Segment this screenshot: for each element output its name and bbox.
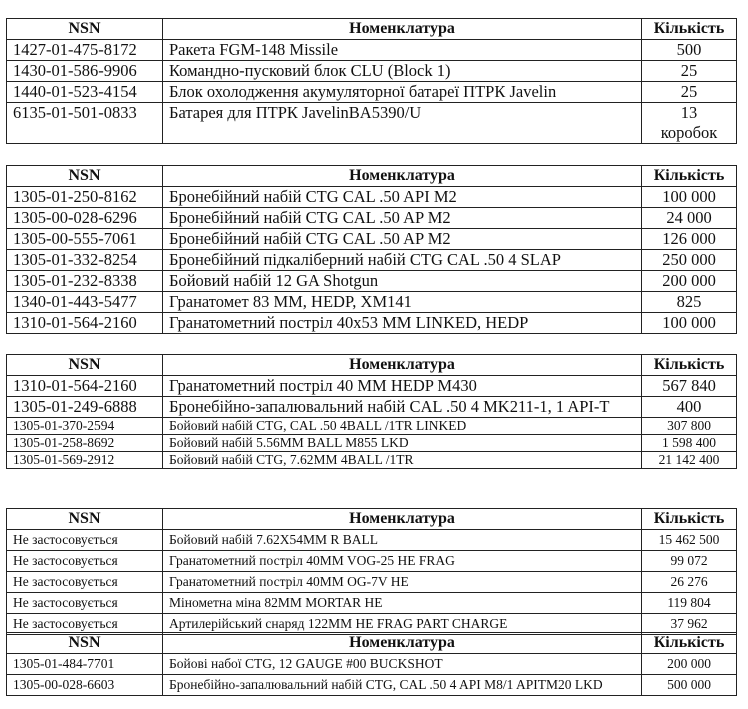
cell-qty: 200 000 (642, 271, 737, 292)
cell-nsn: 1340-01-443-5477 (7, 292, 163, 313)
cell-name: Бронебійний набій CTG CAL .50 API M2 (163, 187, 642, 208)
table-row (7, 187, 737, 208)
cell-name: Бойовий набій 5.56MM BALL M855 LKD (163, 435, 642, 452)
table-header-row (7, 633, 737, 654)
cell-name: Мінометна міна 82MM MORTAR HE (163, 593, 642, 614)
header-qty: Кількість (642, 19, 737, 40)
cell-nsn: Не застосовується (7, 572, 163, 593)
table-row (7, 292, 737, 313)
cell-nsn: 1305-01-332-8254 (7, 250, 163, 271)
table-non-nsn-items (6, 508, 737, 635)
cell-nsn: 1427-01-475-8172 (7, 40, 163, 61)
cell-nsn: 6135-01-501-0833 (7, 103, 163, 144)
table-javelin-equipment (6, 18, 737, 144)
table-row (7, 313, 737, 334)
table-row (7, 271, 737, 292)
cell-qty: 25 (642, 82, 737, 103)
cell-name: Ракета FGM-148 Missile (163, 40, 642, 61)
cell-name: Бронебійний набій CTG CAL .50 AP M2 (163, 208, 642, 229)
cell-name: Бойові набої CTG, 12 GAUGE #00 BUCKSHOT (163, 654, 642, 675)
cell-name: Бойовий набій CTG, 7.62MM 4BALL /1TR (163, 452, 642, 469)
cell-name: Бронебійно-запалювальний набій CTG, CAL .50 4 API M8/1 APITM20 LKD (163, 675, 642, 696)
cell-nsn: 1305-01-250-8162 (7, 187, 163, 208)
cell-nsn: Не застосовується (7, 593, 163, 614)
cell-qty: 500 (642, 40, 737, 61)
table-row (7, 376, 737, 397)
cell-name: Артилерійський снаряд 122MM HE FRAG PART CHARGE (163, 614, 642, 635)
cell-nsn: 1305-01-370-2594 (7, 418, 163, 435)
table-header-row (7, 19, 737, 40)
header-nsn: NSN (7, 355, 163, 376)
cell-nsn: 1305-00-028-6603 (7, 675, 163, 696)
table-row (7, 82, 737, 103)
cell-name: Гранатомет 83 MM, HEDP, XM141 (163, 292, 642, 313)
cell-nsn: 1305-01-249-6888 (7, 397, 163, 418)
header-qty: Кількість (642, 355, 737, 376)
cell-nsn: Не застосовується (7, 530, 163, 551)
cell-name: Бойовий набій 12 GA Shotgun (163, 271, 642, 292)
header-name: Номенклатура (163, 633, 642, 654)
cell-name: Бронебійно-запалювальний набій CAL .50 4 MK211-1, 1 API-T (163, 397, 642, 418)
table-row (7, 229, 737, 250)
cell-name: Гранатометний постріл 40x53 MM LINKED, HEDP (163, 313, 642, 334)
header-name: Номенклатура (163, 509, 642, 530)
table-header-row (7, 355, 737, 376)
cell-nsn: 1430-01-586-9906 (7, 61, 163, 82)
table-row (7, 40, 737, 61)
cell-qty: 400 (642, 397, 737, 418)
table-ammunition-2 (6, 354, 737, 469)
header-nsn: NSN (7, 509, 163, 530)
cell-nsn: 1305-00-555-7061 (7, 229, 163, 250)
table-row (7, 397, 737, 418)
table-row (7, 593, 737, 614)
cell-name: Бойовий набій CTG, CAL .50 4BALL /1TR LINKED (163, 418, 642, 435)
cell-name: Батарея для ПТРК JavelinBA5390/U (163, 103, 642, 144)
table-ammunition-1 (6, 165, 737, 334)
table-row (7, 418, 737, 435)
cell-name: Гранатометний постріл 40MM VOG-25 HE FRAG (163, 551, 642, 572)
cell-name: Гранатометний постріл 40MM OG-7V HE (163, 572, 642, 593)
qty-unit: коробок (660, 123, 718, 142)
cell-qty: 100 000 (642, 187, 737, 208)
cell-nsn: 1305-00-028-6296 (7, 208, 163, 229)
cell-qty: 250 000 (642, 250, 737, 271)
table-header-row (7, 509, 737, 530)
header-name: Номенклатура (163, 19, 642, 40)
cell-qty: 15 462 500 (642, 530, 737, 551)
cell-qty: 500 000 (642, 675, 737, 696)
header-nsn: NSN (7, 19, 163, 40)
cell-nsn: 1310-01-564-2160 (7, 376, 163, 397)
cell-nsn: 1310-01-564-2160 (7, 313, 163, 334)
cell-name: Командно-пусковий блок CLU (Block 1) (163, 61, 642, 82)
cell-qty: 825 (642, 292, 737, 313)
cell-nsn: Не застосовується (7, 614, 163, 635)
cell-qty: 200 000 (642, 654, 737, 675)
header-qty: Кількість (642, 633, 737, 654)
cell-qty: 119 804 (642, 593, 737, 614)
table-row (7, 250, 737, 271)
table-row (7, 675, 737, 696)
table-row (7, 530, 737, 551)
cell-nsn: 1305-01-484-7701 (7, 654, 163, 675)
cell-nsn: 1305-01-569-2912 (7, 452, 163, 469)
header-name: Номенклатура (163, 166, 642, 187)
header-name: Номенклатура (163, 355, 642, 376)
cell-qty: 126 000 (642, 229, 737, 250)
table-header-row (7, 166, 737, 187)
cell-qty (642, 103, 737, 144)
cell-nsn: Не застосовується (7, 551, 163, 572)
cell-name: Бронебійний підкаліберний набій CTG CAL .50 4 SLAP (163, 250, 642, 271)
cell-qty: 307 800 (642, 418, 737, 435)
cell-nsn: 1305-01-232-8338 (7, 271, 163, 292)
table-row (7, 61, 737, 82)
cell-name: Бронебійний набій CTG CAL .50 AP M2 (163, 229, 642, 250)
cell-qty: 24 000 (642, 208, 737, 229)
cell-qty: 567 840 (642, 376, 737, 397)
qty-value: 13 (680, 103, 698, 122)
header-nsn: NSN (7, 166, 163, 187)
cell-qty: 100 000 (642, 313, 737, 334)
cell-qty: 99 072 (642, 551, 737, 572)
table-row (7, 654, 737, 675)
table-row (7, 103, 737, 144)
header-qty: Кількість (642, 166, 737, 187)
table-ammunition-3 (6, 632, 737, 696)
cell-qty: 25 (642, 61, 737, 82)
cell-qty: 37 962 (642, 614, 737, 635)
cell-nsn: 1305-01-258-8692 (7, 435, 163, 452)
table-row (7, 551, 737, 572)
cell-nsn: 1440-01-523-4154 (7, 82, 163, 103)
cell-qty: 26 276 (642, 572, 737, 593)
header-qty: Кількість (642, 509, 737, 530)
header-nsn: NSN (7, 633, 163, 654)
cell-name: Блок охолодження акумуляторної батареї ПТРК Javelin (163, 82, 642, 103)
cell-qty: 21 142 400 (642, 452, 737, 469)
table-row (7, 435, 737, 452)
cell-name: Бойовий набій 7.62X54MM R BALL (163, 530, 642, 551)
table-row (7, 208, 737, 229)
table-row (7, 452, 737, 469)
cell-name: Гранатометний постріл 40 MM HEDP M430 (163, 376, 642, 397)
cell-qty: 1 598 400 (642, 435, 737, 452)
table-row (7, 572, 737, 593)
